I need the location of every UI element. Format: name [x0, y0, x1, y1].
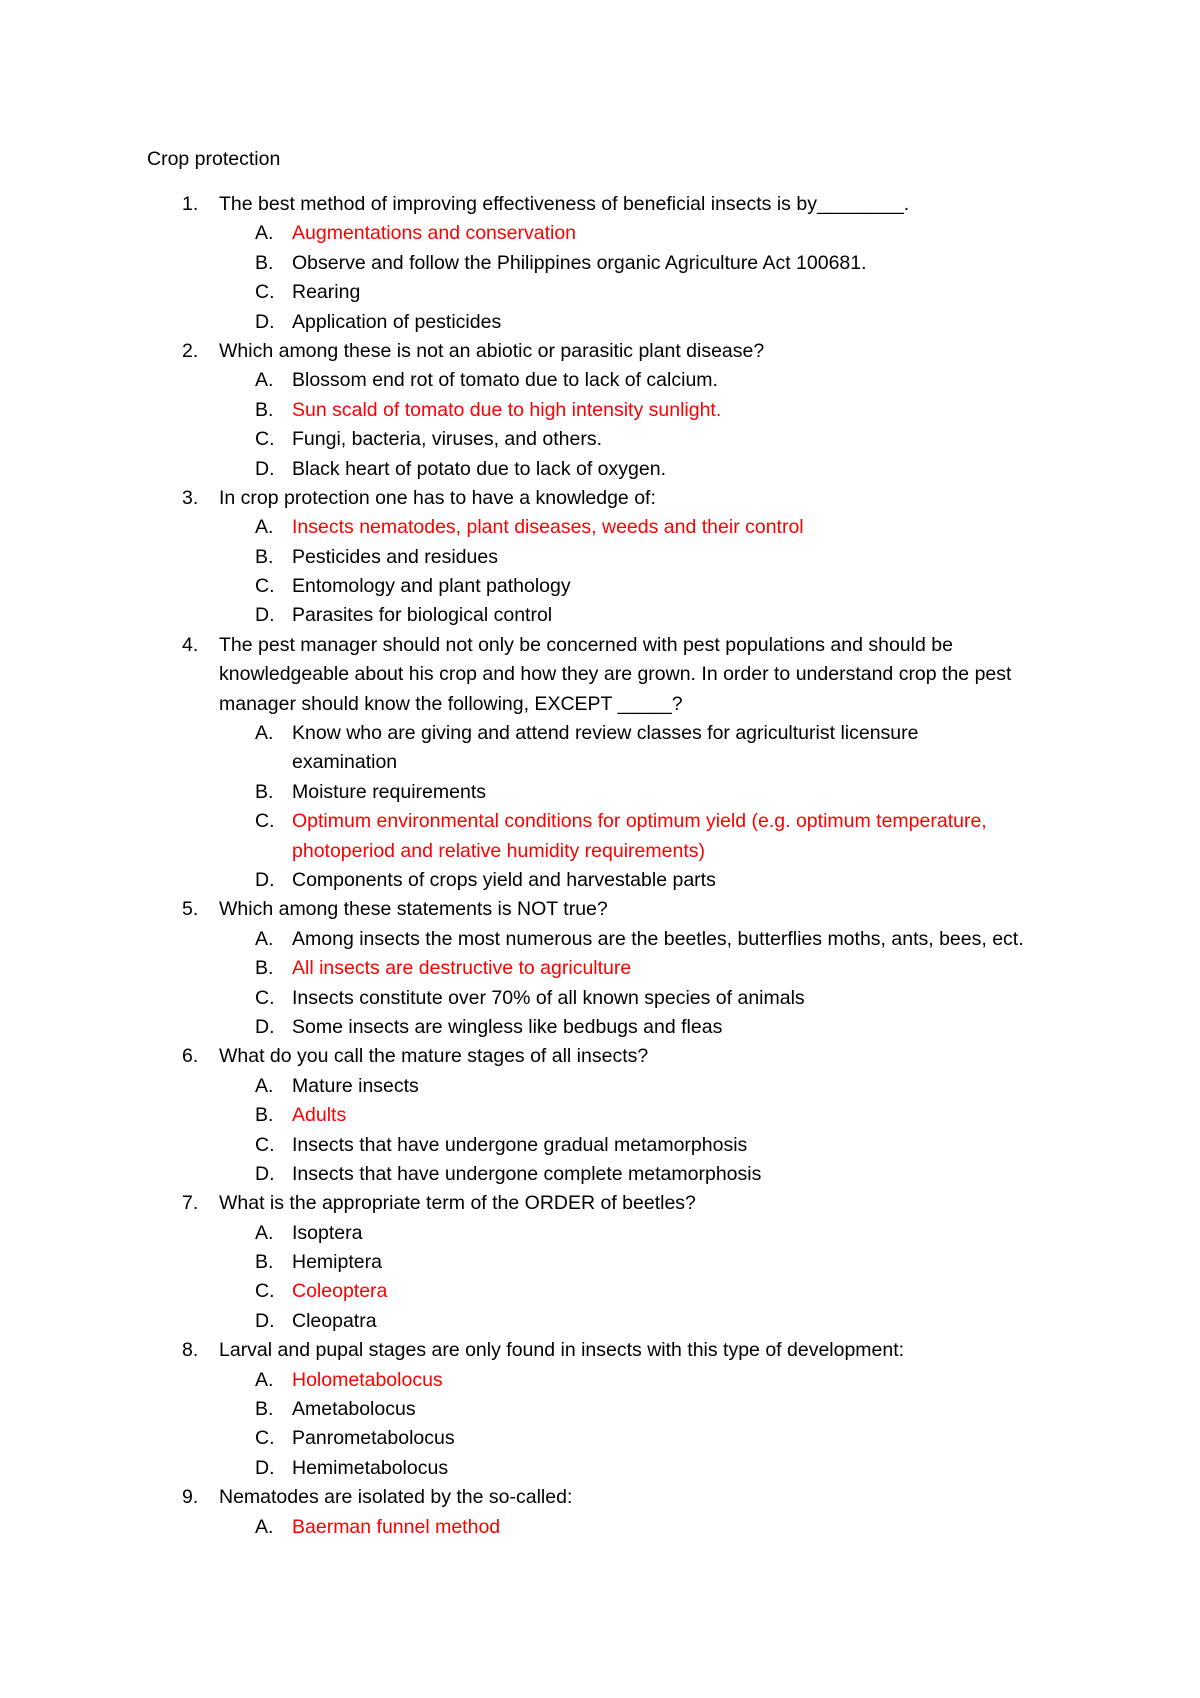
option-letter: D.	[255, 868, 275, 891]
question-item	[0, 337, 1200, 484]
option-text: Hemiptera	[292, 1251, 382, 1274]
answer-option	[0, 249, 1200, 278]
answer-option	[0, 778, 1200, 807]
option-line	[0, 719, 1200, 748]
option-text: Fungi, bacteria, viruses, and others.	[292, 428, 602, 451]
option-text: Augmentations and conservation	[292, 222, 577, 245]
option-text: Application of pesticides	[292, 310, 502, 333]
option-letter: C.	[255, 810, 275, 833]
option-line	[0, 1131, 1200, 1160]
option-text: Moisture requirements	[292, 780, 486, 803]
question-number: 7.	[182, 1192, 199, 1215]
option-letter: B.	[255, 1104, 274, 1127]
answer-option	[0, 1395, 1200, 1424]
option-line	[0, 866, 1200, 895]
answer-option	[0, 1424, 1200, 1453]
option-line	[0, 1366, 1200, 1395]
question-text: Larval and pupal stages are only found in insects with this type of development:	[219, 1339, 905, 1362]
option-text: Insects that have undergone complete metamorphosis	[292, 1162, 762, 1185]
answer-option	[0, 425, 1200, 454]
correct-answer-option	[0, 1277, 1200, 1306]
question-line	[0, 190, 1200, 219]
question-line	[0, 690, 1200, 719]
question-list	[0, 190, 1200, 1542]
option-letter: A.	[255, 516, 274, 539]
question-line	[0, 1483, 1200, 1512]
option-letter: B.	[255, 1398, 274, 1421]
option-line	[0, 1395, 1200, 1424]
option-letter: C.	[255, 428, 275, 451]
answer-option	[0, 1131, 1200, 1160]
answer-option	[0, 984, 1200, 1013]
question-text: The pest manager should not only be concerned with pest populations and should be	[219, 633, 953, 656]
option-line	[0, 1454, 1200, 1483]
correct-answer-option	[0, 1513, 1200, 1542]
option-text: Sun scald of tomato due to high intensity sunlight.	[292, 398, 722, 421]
option-text: Baerman funnel method	[292, 1515, 501, 1538]
question-line	[0, 337, 1200, 366]
option-text: Insects nematodes, plant diseases, weeds and their control	[292, 516, 804, 539]
option-line	[0, 1013, 1200, 1042]
option-letter: D.	[255, 1456, 275, 1479]
question-text: Which among these is not an abiotic or parasitic plant disease?	[219, 339, 765, 362]
option-text: Some insects are wingless like bedbugs and fleas	[292, 1015, 723, 1038]
answer-option	[0, 1248, 1200, 1277]
option-letter: C.	[255, 1427, 275, 1450]
option-line	[0, 954, 1200, 983]
question-text: What do you call the mature stages of all insects?	[219, 1045, 649, 1068]
question-number: 5.	[182, 898, 199, 921]
correct-answer-option	[0, 807, 1200, 866]
question-item	[0, 631, 1200, 896]
question-item	[0, 190, 1200, 337]
option-line	[0, 748, 1200, 777]
question-item	[0, 1042, 1200, 1189]
correct-answer-option	[0, 954, 1200, 983]
option-line	[0, 425, 1200, 454]
option-line	[0, 543, 1200, 572]
option-text: Coleoptera	[292, 1280, 388, 1303]
question-item	[0, 1189, 1200, 1336]
question-item	[0, 895, 1200, 1042]
option-text: Insects that have undergone gradual metamorphosis	[292, 1133, 748, 1156]
option-text: Know who are giving and attend review classes for agriculturist licensure	[292, 722, 919, 745]
correct-answer-option	[0, 396, 1200, 425]
question-text: knowledgeable about his crop and how they are grown. In order to understand crop the pest	[219, 663, 1012, 686]
answer-option	[0, 1160, 1200, 1189]
option-letter: D.	[255, 457, 275, 480]
option-text: Rearing	[292, 281, 361, 304]
answer-option	[0, 572, 1200, 601]
answer-option	[0, 366, 1200, 395]
question-text: manager should know the following, EXCEPT _____?	[219, 692, 683, 715]
option-line	[0, 1424, 1200, 1453]
question-item	[0, 1336, 1200, 1483]
document-title: Crop protection	[147, 148, 281, 170]
correct-answer-option	[0, 1101, 1200, 1130]
answer-option	[0, 543, 1200, 572]
question-line	[0, 895, 1200, 924]
option-line	[0, 366, 1200, 395]
question-number: 1.	[182, 193, 199, 215]
question-number: 8.	[182, 1339, 199, 1362]
option-text: Components of crops yield and harvestable parts	[292, 868, 716, 891]
option-text: Holometabolocus	[292, 1368, 443, 1391]
option-letter: A.	[255, 1074, 274, 1097]
option-letter: A.	[255, 222, 274, 245]
option-text: Cleopatra	[292, 1309, 377, 1332]
question-text: In crop protection one has to have a knowledge of:	[219, 486, 656, 509]
option-text: Panrometabolocus	[292, 1427, 455, 1450]
correct-answer-option	[0, 513, 1200, 542]
option-line	[0, 601, 1200, 630]
option-text: photoperiod and relative humidity requirements)	[292, 839, 705, 862]
option-letter: C.	[255, 1280, 275, 1303]
answer-option	[0, 278, 1200, 307]
option-letter: A.	[255, 369, 274, 392]
option-line	[0, 513, 1200, 542]
answer-option	[0, 1013, 1200, 1042]
answer-option	[0, 925, 1200, 954]
option-line	[0, 1219, 1200, 1248]
correct-answer-option	[0, 1366, 1200, 1395]
option-line	[0, 1248, 1200, 1277]
option-line	[0, 249, 1200, 278]
option-letter: B.	[255, 545, 274, 568]
question-text: The best method of improving effectiveness of beneficial insects is by________.	[219, 193, 910, 215]
question-number: 2.	[182, 339, 199, 362]
option-text: Optimum environmental conditions for optimum yield (e.g. optimum temperature,	[292, 810, 987, 833]
option-line	[0, 1101, 1200, 1130]
answer-option	[0, 719, 1200, 778]
question-line	[0, 484, 1200, 513]
question-item	[0, 484, 1200, 631]
option-text: Black heart of potato due to lack of oxygen.	[292, 457, 666, 480]
option-line	[0, 778, 1200, 807]
answer-option	[0, 866, 1200, 895]
question-line	[0, 1336, 1200, 1365]
option-letter: D.	[255, 604, 275, 627]
option-line	[0, 455, 1200, 484]
question-text: Which among these statements is NOT true?	[219, 898, 608, 921]
option-line	[0, 308, 1200, 337]
option-line	[0, 925, 1200, 954]
answer-option	[0, 1454, 1200, 1483]
option-letter: B.	[255, 251, 274, 274]
option-letter: D.	[255, 1162, 275, 1185]
option-text: Parasites for biological control	[292, 604, 553, 627]
option-letter: A.	[255, 1368, 274, 1391]
question-text: What is the appropriate term of the ORDER of beetles?	[219, 1192, 696, 1215]
option-line	[0, 219, 1200, 248]
question-line	[0, 631, 1200, 660]
option-text: Observe and follow the Philippines organic Agriculture Act 100681.	[292, 251, 867, 274]
answer-option	[0, 1072, 1200, 1101]
option-letter: D.	[255, 310, 275, 333]
option-letter: D.	[255, 1309, 275, 1332]
option-text: Pesticides and residues	[292, 545, 498, 568]
option-letter: C.	[255, 1133, 275, 1156]
question-number: 9.	[182, 1486, 199, 1509]
option-line	[0, 807, 1200, 836]
option-letter: A.	[255, 927, 274, 950]
option-text: All insects are destructive to agriculture	[292, 957, 632, 980]
option-letter: A.	[255, 1221, 274, 1244]
question-number: 4.	[182, 633, 199, 656]
option-line	[0, 396, 1200, 425]
option-text: Adults	[292, 1104, 347, 1127]
question-number: 3.	[182, 486, 199, 509]
option-line	[0, 1513, 1200, 1542]
question-line	[0, 660, 1200, 689]
option-letter: C.	[255, 281, 275, 304]
correct-answer-option	[0, 219, 1200, 248]
option-line	[0, 837, 1200, 866]
option-line	[0, 278, 1200, 307]
option-letter: D.	[255, 1015, 275, 1038]
answer-option	[0, 601, 1200, 630]
option-letter: B.	[255, 398, 274, 421]
option-text: examination	[292, 751, 398, 774]
option-text: Entomology and plant pathology	[292, 575, 571, 598]
option-text: Isoptera	[292, 1221, 363, 1244]
option-letter: A.	[255, 1515, 274, 1538]
option-text: Blossom end rot of tomato due to lack of calcium.	[292, 369, 718, 392]
answer-option	[0, 308, 1200, 337]
option-line	[0, 984, 1200, 1013]
option-letter: B.	[255, 780, 274, 803]
answer-option	[0, 1219, 1200, 1248]
answer-option	[0, 1307, 1200, 1336]
option-letter: A.	[255, 722, 274, 745]
option-text: Ametabolocus	[292, 1398, 416, 1421]
option-line	[0, 572, 1200, 601]
option-text: Among insects the most numerous are the beetles, butterflies moths, ants, bees, ect.	[292, 927, 1024, 950]
option-text: Insects constitute over 70% of all known species of animals	[292, 986, 805, 1009]
option-line	[0, 1160, 1200, 1189]
option-letter: C.	[255, 575, 275, 598]
question-line	[0, 1189, 1200, 1218]
option-text: Hemimetabolocus	[292, 1456, 449, 1479]
option-text: Mature insects	[292, 1074, 419, 1097]
option-letter: C.	[255, 986, 275, 1009]
question-item	[0, 1483, 1200, 1542]
option-line	[0, 1307, 1200, 1336]
question-text: Nematodes are isolated by the so-called:	[219, 1486, 573, 1509]
answer-option	[0, 455, 1200, 484]
option-letter: B.	[255, 1251, 274, 1274]
option-line	[0, 1277, 1200, 1306]
question-number: 6.	[182, 1045, 199, 1068]
question-line	[0, 1042, 1200, 1071]
option-line	[0, 1072, 1200, 1101]
option-letter: B.	[255, 957, 274, 980]
